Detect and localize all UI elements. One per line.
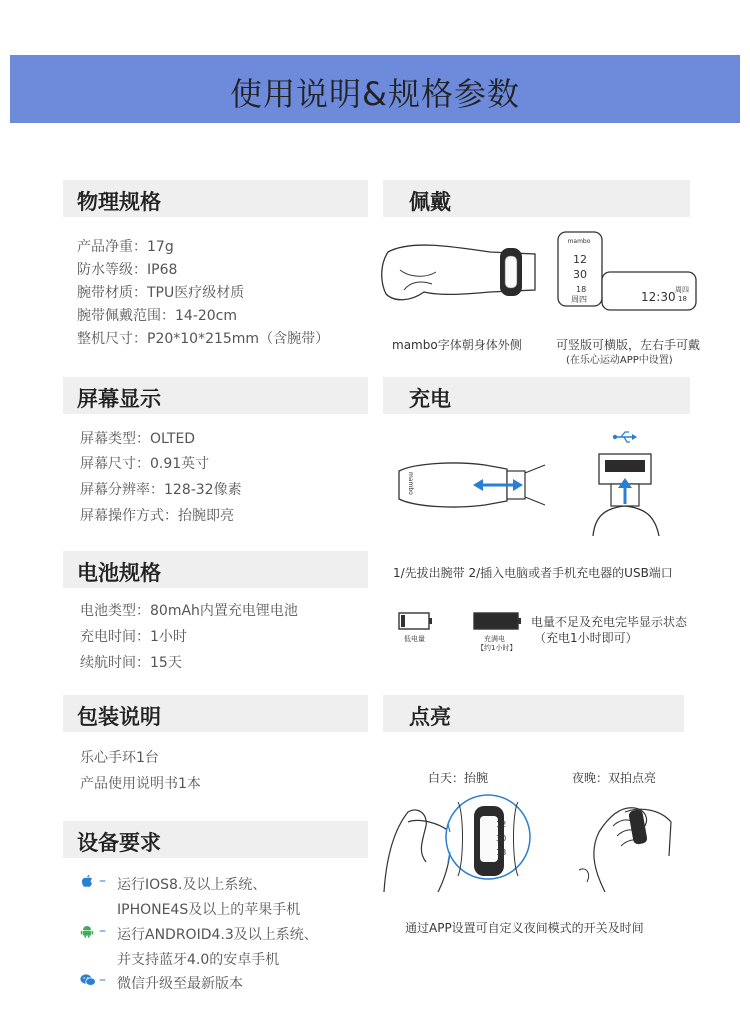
section-title-charging: 充电	[409, 387, 451, 411]
vertical-hour: 12	[573, 253, 587, 266]
package-item-band: 乐心手环1台	[80, 750, 159, 766]
battery-status-note: （充电1小时即可）	[534, 631, 638, 645]
ios-requirement: 运行IOS8.及以上系统、	[117, 877, 267, 893]
spec-strap-material: 腕带材质：TPU医疗级材质	[77, 285, 245, 301]
wear-caption-right-note: (在乐心运动APP中设置)	[566, 355, 673, 366]
raise-wrist-illustration	[378, 792, 548, 902]
wear-caption-left: mambo字体朝身体外侧	[392, 338, 522, 352]
section-header-package	[63, 695, 368, 732]
unplug-band-illustration	[395, 455, 555, 515]
title-banner	[10, 55, 740, 123]
horizontal-time: 12:30	[641, 290, 676, 304]
package-item-manual: 产品使用说明书1本	[80, 776, 201, 792]
screen-resolution: 屏幕分辨率：128-32像素	[80, 482, 242, 498]
wrist-wear-illustration	[380, 232, 540, 332]
section-title-device: 设备要求	[77, 831, 161, 855]
battery-full-label: 充满电	[484, 635, 505, 643]
page-title: 使用说明&规格参数	[230, 75, 520, 113]
wear-caption-right: 可竖版可横版，左右手可戴	[556, 338, 701, 352]
battery-status-caption: 电量不足及充电完毕显示状态	[531, 615, 688, 629]
lighting-date: 18	[496, 848, 507, 857]
spec-waterproof: 防水等级：IP68	[77, 262, 178, 278]
section-header-physical	[63, 180, 368, 217]
bluetooth-requirement: 并支持蓝牙4.0的安卓手机	[117, 952, 280, 968]
lighting-minute: 30	[496, 834, 507, 843]
section-header-device	[63, 821, 368, 858]
android-requirement: 运行ANDROID4.3及以上系统、	[117, 927, 318, 943]
battery-full-duration: 【约1小时】	[477, 644, 517, 652]
double-tap-illustration	[565, 796, 675, 896]
lighting-night-caption: 夜晚：双拍点亮	[572, 771, 657, 785]
vertical-weekday: 周四	[571, 295, 587, 304]
section-header-charging	[383, 377, 690, 414]
section-title-wear: 佩戴	[409, 190, 451, 214]
horizontal-weekday: 周四	[675, 286, 689, 294]
section-title-screen: 屏幕显示	[77, 387, 161, 411]
apple-icon	[80, 874, 94, 888]
wechat-dash: –	[99, 972, 106, 988]
vertical-minute: 30	[573, 268, 587, 281]
apple-dash: –	[99, 873, 106, 889]
spec-weight: 产品净重：17g	[77, 239, 174, 255]
lighting-hour: 12	[496, 820, 507, 829]
brand-label-charging: mambo	[407, 472, 414, 495]
battery-full-icon	[473, 612, 523, 630]
lighting-app-note: 通过APP设置可自定义夜间模式的开关及时间	[405, 921, 644, 935]
section-header-wear	[383, 180, 690, 217]
android-icon	[80, 924, 94, 938]
section-title-battery: 电池规格	[77, 561, 161, 585]
battery-low-label: 低电量	[404, 635, 425, 643]
battery-type: 电池类型：80mAh内置充电锂电池	[80, 603, 298, 619]
spec-strap-range: 腕带佩戴范围：14-20cm	[77, 308, 238, 324]
section-title-lighting: 点亮	[409, 705, 451, 729]
section-header-screen	[63, 377, 368, 414]
battery-low-icon	[398, 612, 434, 630]
usb-port-illustration	[585, 450, 675, 540]
spec-dimensions: 整机尺寸：P20*10*215mm（含腕带）	[77, 331, 330, 347]
section-header-lighting	[383, 695, 684, 732]
screen-operation: 屏幕操作方式：抬腕即亮	[80, 508, 234, 524]
wechat-icon	[80, 973, 96, 987]
section-title-package: 包装说明	[77, 705, 161, 729]
section-header-battery	[63, 551, 368, 588]
screen-size: 屏幕尺寸：0.91英寸	[80, 456, 210, 472]
vertical-date: 18	[576, 285, 587, 294]
wechat-requirement: 微信升级至最新版本	[117, 976, 243, 992]
charge-time: 充电时间：1小时	[80, 629, 187, 645]
usb-icon	[612, 430, 638, 444]
screen-type: 屏幕类型：OLTED	[80, 431, 196, 447]
horizontal-date: 18	[678, 295, 687, 303]
battery-life: 续航时间：15天	[80, 655, 182, 671]
section-title-physical: 物理规格	[77, 190, 161, 214]
brand-label-vertical: mambo	[567, 238, 591, 245]
charging-step-caption: 1/先拔出腕带 2/插入电脑或者手机充电器的USB端口	[393, 566, 673, 580]
android-dash: –	[99, 923, 106, 939]
lighting-day-caption: 白天：抬腕	[428, 771, 489, 785]
iphone-requirement: IPHONE4S及以上的苹果手机	[117, 902, 301, 918]
